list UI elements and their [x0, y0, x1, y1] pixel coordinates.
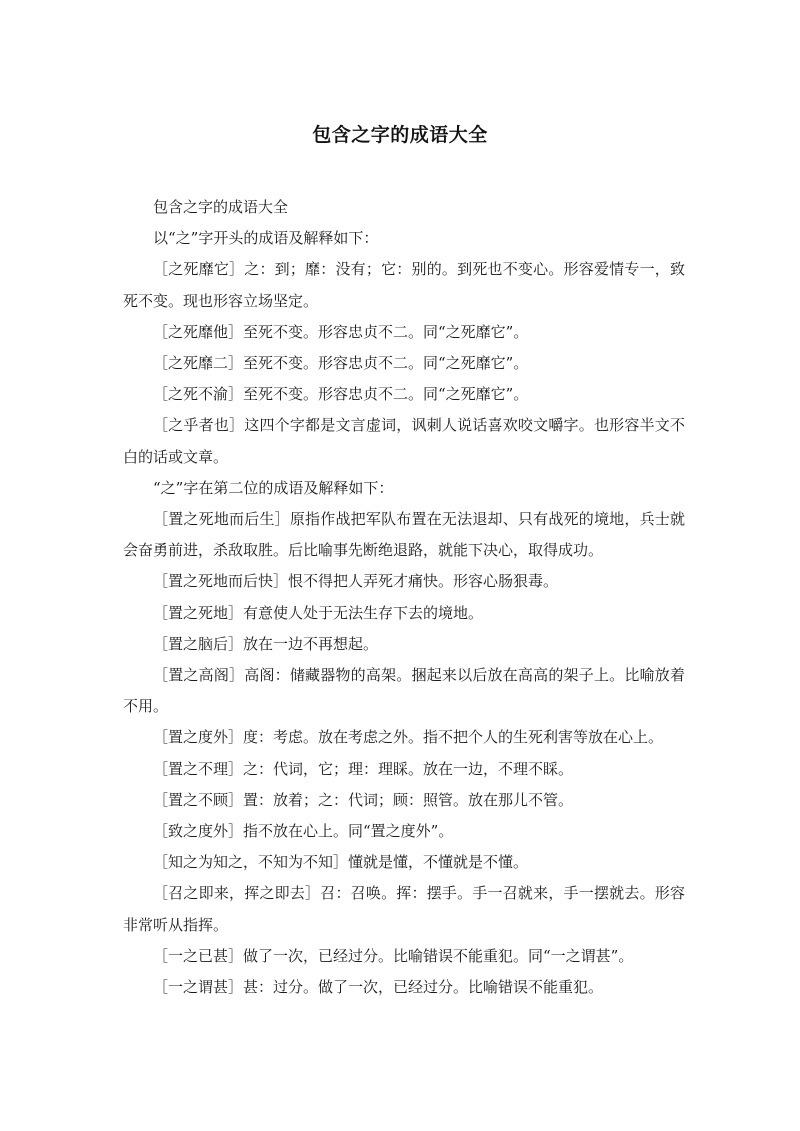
- idiom-entry: ［置之不顾］置：放着；之：代词；顾：照管。放在那儿不管。: [153, 790, 574, 809]
- paragraph-doc-heading: 包含之字的成语大全: [153, 198, 289, 216]
- document-title: 包含之字的成语大全: [312, 124, 488, 146]
- idiom-entry: ［之死靡二］至死不变。形容忠贞不二。同“之死靡它”。: [153, 354, 529, 373]
- idiom-entry: ［置之度外］度：考虑。放在考虑之外。指不把个人的生死利害等放在心上。: [153, 728, 664, 747]
- idiom-entry: ［知之为知之，不知为不知］懂就是懂，不懂就是不懂。: [153, 853, 529, 872]
- idiom-entry: ［一之谓甚］甚：过分。做了一次，已经过分。比喻错误不能重犯。: [153, 978, 604, 997]
- idiom-entry: ［置之不理］之：代词，它；理：理睬。放在一边，不理不睬。: [153, 759, 574, 778]
- idiom-entry: ［之死靡他］至死不变。形容忠贞不二。同“之死靡它”。: [153, 322, 529, 341]
- idiom-entry: ［置之高阁］高阁：储藏器物的高架。捆起来以后放在高高的架子上。比喻放着不用。: [123, 666, 685, 716]
- idiom-entry: ［置之死地而后快］恨不得把人弄死才痛快。形容心肠狠毒。: [153, 572, 559, 591]
- idiom-entry: ［召之即来，挥之即去］召：召唤。挥：摆手。手一召就来，手一摆就去。形容非常听从指挥。: [123, 884, 685, 934]
- idiom-entry: ［之死靡它］之：到；靡：没有；它：别的。到死也不变心。形容爱情专一，致死不变。现也形容立场坚定。: [123, 260, 685, 310]
- idiom-entry: ［置之死地而后生］原指作战把军队布置在无法退却、只有战死的境地，兵士就会奋勇前进，杀敌取胜。后比喻事先断绝退路，就能下决心，取得成功。: [123, 510, 685, 560]
- paragraph-section-intro-second: “之”字在第二位的成语及解释如下：: [153, 478, 394, 497]
- document-body: [123, 192, 685, 1003]
- idiom-entry: ［之乎者也］这四个字都是文言虚词，讽刺人说话喜欢咬文嚼字。也形容半文不白的话或文章。: [123, 416, 685, 466]
- idiom-entry: ［置之死地］有意使人处于无法生存下去的境地。: [153, 603, 484, 622]
- idiom-entry: ［之死不渝］至死不变。形容忠贞不二。同“之死靡它”。: [153, 385, 529, 404]
- idiom-entry: ［致之度外］指不放在心上。同“置之度外”。: [153, 822, 454, 841]
- idiom-entry: ［置之脑后］放在一边不再想起。: [153, 634, 379, 653]
- paragraph-section-intro-first: 以“之”字开头的成语及解释如下：: [153, 229, 379, 248]
- idiom-entry: ［一之已甚］做了一次，已经过分。比喻错误不能重犯。同“一之谓甚”。: [153, 946, 634, 965]
